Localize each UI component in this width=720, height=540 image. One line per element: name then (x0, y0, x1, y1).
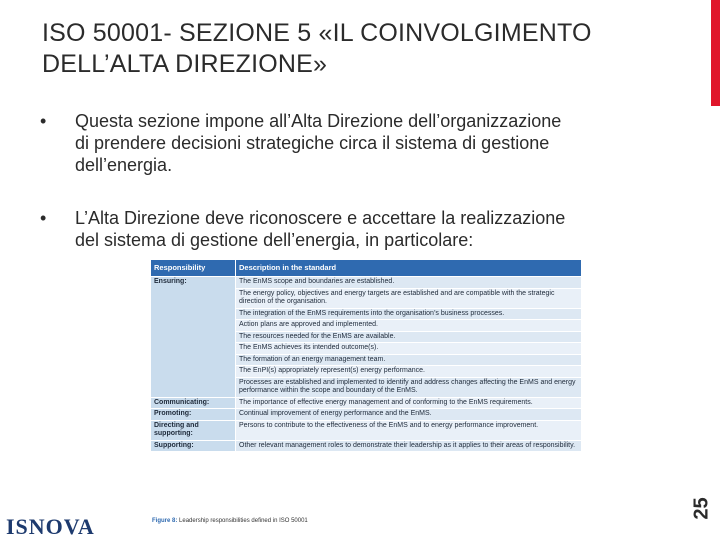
description-cell: The EnMS achieves its intended outcome(s). (236, 343, 582, 355)
isnova-logo: ISNOVA (6, 514, 95, 539)
figure-caption (152, 518, 308, 524)
bullet-marker: • (40, 208, 47, 228)
description-cell: The EnPI(s) appropriately represent(s) energy performance. (236, 366, 582, 378)
slide-number-text: 25 (690, 496, 713, 520)
bullet-marker: • (40, 111, 47, 131)
table-row (151, 277, 582, 289)
description-cell: Processes are established and implemented to identify and address changes affecting the EnMS and energy performance within the scope and boundary of the EnMS. (236, 377, 582, 397)
bullet-text-line: Questa sezione impone all’Alta Direzione dell’organizzazione (75, 111, 562, 131)
table-row (151, 440, 582, 452)
leadership-figure (150, 259, 582, 524)
responsibility-cell: Communicating: (151, 397, 236, 409)
slide-title (42, 18, 662, 80)
responsibility-cell: Supporting: (151, 440, 236, 452)
bullet-text-line: del sistema di gestione dell’energia, in particolare: (75, 230, 474, 250)
description-cell: Continual improvement of energy performance and the EnMS. (236, 409, 582, 421)
description-cell: The resources needed for the EnMS are available. (236, 331, 582, 343)
description-cell: Persons to contribute to the effectiveness of the EnMS and to energy performance improvement. (236, 420, 582, 440)
column-header-responsibility: Responsibility (151, 260, 236, 277)
table-row (151, 397, 582, 409)
table-row (151, 420, 582, 440)
bullet-text-line: di prendere decisioni strategiche circa il sistema di gestione (75, 133, 550, 153)
column-header-description: Description in the standard (236, 260, 582, 277)
responsibility-cell: Directing and supporting: (151, 420, 236, 440)
description-cell: The EnMS scope and boundaries are established. (236, 277, 582, 289)
responsibility-cell: Ensuring: (151, 277, 236, 398)
description-cell: The energy policy, objectives and energy targets are established and are compatible with the strategic direction of the organisation. (236, 288, 582, 308)
description-cell: The integration of the EnMS requirements into the organisation’s business processes. (236, 308, 582, 320)
slide-title-line-2: DELL’ALTA DIREZIONE» (42, 50, 328, 78)
responsibility-cell: Promoting: (151, 409, 236, 421)
description-cell: The importance of effective energy management and of conforming to the EnMS requirements. (236, 397, 582, 409)
description-cell: Other relevant management roles to demonstrate their leadership as it applies to their areas of responsibility. (236, 440, 582, 452)
table-header-row (151, 260, 582, 277)
table-row (151, 409, 582, 421)
responsibility-table (150, 259, 582, 452)
bullet-text-line: dell’energia. (75, 155, 173, 175)
slide-number (688, 490, 716, 526)
slide-title-line-1: ISO 50001- SEZIONE 5 «IL COINVOLGIMENTO (42, 19, 592, 47)
accent-bar (711, 0, 720, 106)
description-cell: Action plans are approved and implemented. (236, 320, 582, 332)
figure-caption-label: Figure 8: (152, 518, 178, 524)
bullet-text-line: L’Alta Direzione deve riconoscere e accettare la realizzazione (75, 208, 566, 228)
figure-caption-text: Leadership responsibilities defined in ISO 50001 (179, 518, 308, 524)
description-cell: The formation of an energy management team. (236, 354, 582, 366)
